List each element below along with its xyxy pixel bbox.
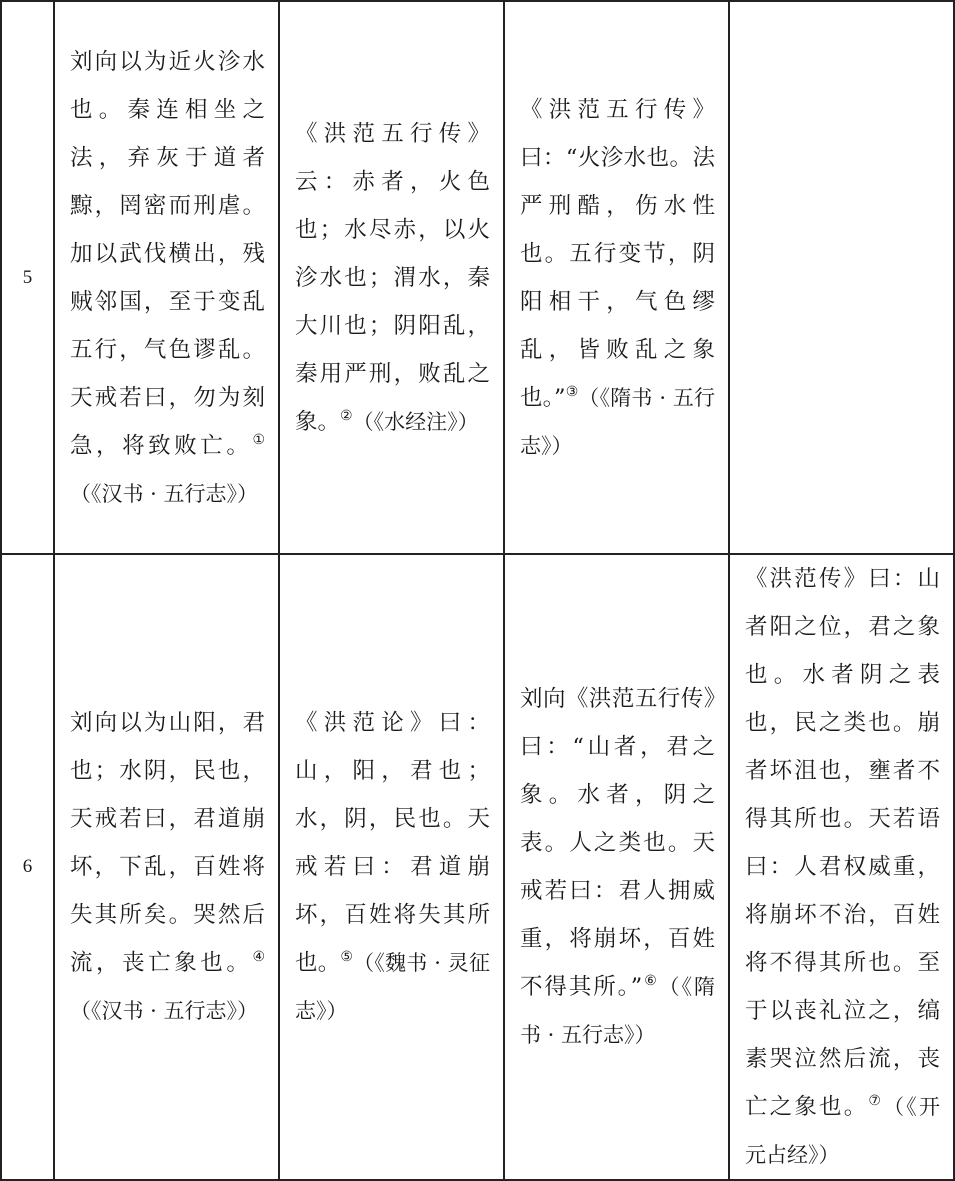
row-number-cell (1, 554, 54, 1180)
footnote-marker: ⑦ (868, 1093, 884, 1109)
footnote-marker: ④ (252, 949, 265, 965)
quote-text: 《洪范传》曰：山者阳之位，君之象也。水者阴之表也，民之类也。崩者坏沮也，壅者不得其所也。天若语曰：人君权威重，将崩坏不治，百姓将不得其所也。至于以丧礼泣之，缟素哭泣然后流，丧亡之象也。 (745, 566, 940, 1120)
row-number: 5 (22, 266, 33, 288)
table-cell (279, 554, 504, 1180)
row-number-cell (1, 1, 54, 554)
cell-text (280, 699, 503, 1035)
quote-text: 《洪范五行传》曰：“火沴水也。法严刑酷，伤水性也。五行变节，阴阳相干，气色缪乱，皆败乱之象也。” (520, 96, 715, 411)
table-row (1, 1, 954, 554)
footnote-marker: ⑤ (340, 949, 354, 965)
table-cell-empty (729, 1, 954, 554)
cell-text (55, 38, 278, 518)
source-citation: （《汉书 · 五行志》） (70, 481, 259, 506)
source-citation: （《汉书 · 五行志》） (70, 999, 259, 1023)
source-citation: （《水经注》） (352, 409, 479, 434)
table-cell (504, 1, 729, 554)
source-citation: （《隋书 · 五行志》） (520, 975, 715, 1047)
source-citation: （《开元占经》） (745, 1095, 940, 1167)
table-cell (504, 554, 729, 1180)
table-cell (54, 1, 279, 554)
table-row (1, 554, 954, 1180)
quote-text: 刘向以为近火沴水也。秦连相坐之法，弃灰于道者黥，罔密而刑虐。加以武伐横出，残贼邻国，至于变乱五行，气色谬乱。天戒若曰，勿为刻急，将致败亡。 (70, 48, 265, 459)
quote-text: 《洪范五行传》云：赤者，火色也；水尽赤，以火沴水也；渭水，秦大川也；阴阳乱，秦用严刑，败乱之象。 (295, 120, 490, 435)
footnote-marker: ③ (565, 383, 579, 400)
footnote-marker: ② (340, 407, 353, 424)
source-citation: （《隋书 · 五行志》） (520, 385, 715, 458)
cell-text (730, 555, 953, 1179)
table-cell (729, 554, 954, 1180)
quote-text: 刘向以为山阳，君也；水阴，民也，天戒若曰，君道崩坏，下乱，百姓将失其所矣。哭然后流，丧亡象也。 (70, 710, 265, 976)
footnote-marker: ⑥ (642, 973, 659, 989)
cell-text (505, 675, 728, 1059)
quote-text: 《洪范论》曰：山，阳，君也；水，阴，民也。天戒若曰：君道崩坏，百姓将失其所也。 (295, 710, 490, 976)
table-cell (54, 554, 279, 1180)
source-citation: （《魏书 · 灵征志》） (295, 951, 490, 1023)
row-number: 6 (22, 856, 33, 877)
footnote-marker: ① (252, 431, 265, 448)
cell-text (505, 86, 728, 470)
table-cell (279, 1, 504, 554)
quote-text: 刘向《洪范五行传》曰：“山者，君之象。水者，阴之表。人之类也。天戒若曰：君人拥威重，将崩坏，百姓不得其所。” (520, 686, 715, 1000)
cell-text (55, 699, 278, 1035)
cell-text (280, 110, 503, 446)
